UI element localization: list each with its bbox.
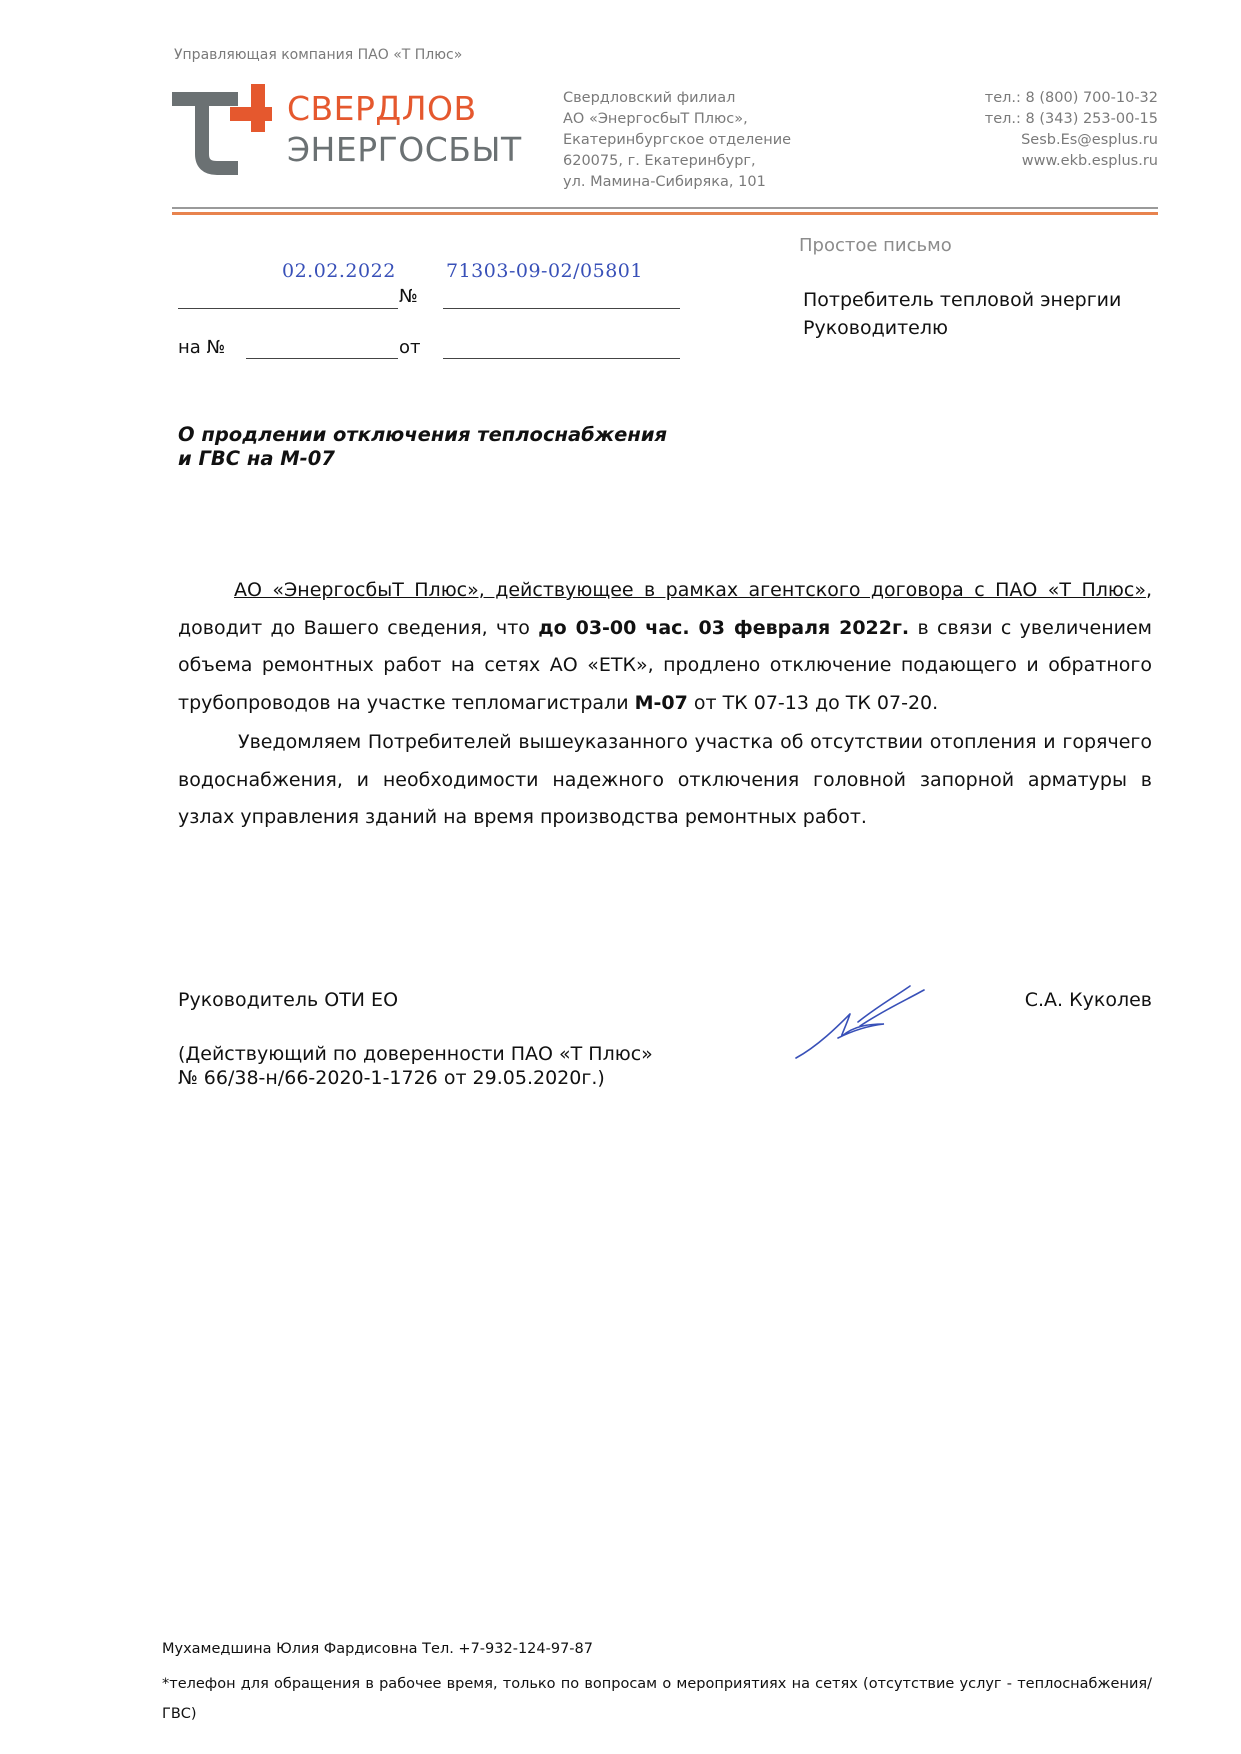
registration-date-stamp: 02.02.2022: [282, 260, 396, 282]
company-logo: [172, 84, 522, 176]
website-link[interactable]: www.ekb.esplus.ru: [1021, 153, 1158, 169]
body-paragraph: АО «ЭнергосбыТ Плюс», действующее в рамках агентского договора с ПАО «Т Плюс», доводит до Вашего сведения, что до 03-00 час. 03 февраля 2022г. в связи с увеличением объема ремонтных работ на сетях АО «ЕТК», продлено отключение подающего и обратного трубопроводов на участке тепломагистрали М-07 от ТК 07-13 до ТК 07-20.: [178, 579, 1152, 714]
signer-position: Руководитель ОТИ ЕО: [178, 989, 399, 1011]
body-paragraph: Уведомляем Потребителей вышеуказанного участка об отсутствии отопления и горячего водоснабжения, и необходимости надежного отключения головной запорной арматуры в узлах управления зданий на время производства ремонтных работ.: [178, 731, 1152, 828]
deadline-text: до 03-00 час. 03 февраля 2022г.: [538, 616, 910, 639]
address-line: Свердловский филиал: [563, 90, 736, 106]
company-reference: АО «ЭнергосбыТ Плюс», действующее в рамках агентского договора с ПАО «Т Плюс»: [234, 579, 1146, 601]
registration-number-stamp: 71303-09-02/05801: [446, 260, 643, 282]
phone-line: тел.: 8 (343) 253-00-15: [984, 111, 1158, 127]
logo-line-1: СВЕРДЛОВ: [287, 89, 477, 128]
reply-date-underline: [443, 358, 680, 359]
letter-body: [178, 572, 1152, 837]
number-label: №: [399, 286, 418, 307]
reply-number-label: на №: [178, 337, 226, 358]
contact-details: [985, 88, 1158, 172]
address-line: Екатеринбургское отделение: [563, 132, 792, 148]
reply-from-label: от: [399, 337, 421, 358]
address-line: 620075, г. Екатеринбург,: [563, 153, 756, 169]
header-divider-orange: [172, 212, 1158, 215]
footer-note: *телефон для обращения в рабочее время, только по вопросам о мероприятиях на сетях (отсутствие услуг - теплоснабжения/ГВС): [162, 1676, 1152, 1722]
poa-line: № 66/38-н/66-2020-1-1726 от 29.05.2020г.): [178, 1067, 605, 1089]
branch-address: [563, 88, 791, 193]
header-divider-gray: [172, 207, 1158, 209]
recipient-line: Руководителю: [803, 317, 949, 339]
logo-line-2: ЭНЕРГОСБЫТ: [287, 130, 522, 169]
email-link[interactable]: Sesb.Es@esplus.ru: [1021, 132, 1158, 148]
reply-number-underline: [246, 358, 398, 359]
number-underline: [443, 308, 680, 309]
recipient-line: Потребитель тепловой энергии: [803, 289, 1122, 311]
t-plus-logo-icon: [172, 84, 284, 176]
handwritten-signature: [788, 976, 928, 1068]
subject-line: О продлении отключения теплоснабжения: [178, 423, 668, 446]
date-underline: [178, 308, 398, 309]
main-line-id: М-07: [634, 691, 688, 714]
footer-contact: Мухамедшина Юлия Фардисовна Тел. +7-932-124-97-87: [162, 1641, 593, 1657]
address-line: ул. Мамина-Сибиряка, 101: [563, 174, 766, 190]
power-of-attorney: [178, 1042, 653, 1090]
subject-line: и ГВС на М-07: [178, 447, 335, 470]
letter-type: Простое письмо: [799, 235, 952, 256]
phone-line: тел.: 8 (800) 700-10-32: [984, 90, 1158, 106]
address-line: АО «ЭнергосбыТ Плюс»,: [563, 111, 748, 127]
poa-line: (Действующий по доверенности ПАО «Т Плюс»: [178, 1043, 653, 1065]
letter-subject: [178, 423, 667, 471]
recipient-block: [803, 286, 1121, 342]
signer-name: С.А. Куколев: [1024, 989, 1152, 1011]
management-company-line: Управляющая компания ПАО «Т Плюс»: [174, 47, 463, 63]
